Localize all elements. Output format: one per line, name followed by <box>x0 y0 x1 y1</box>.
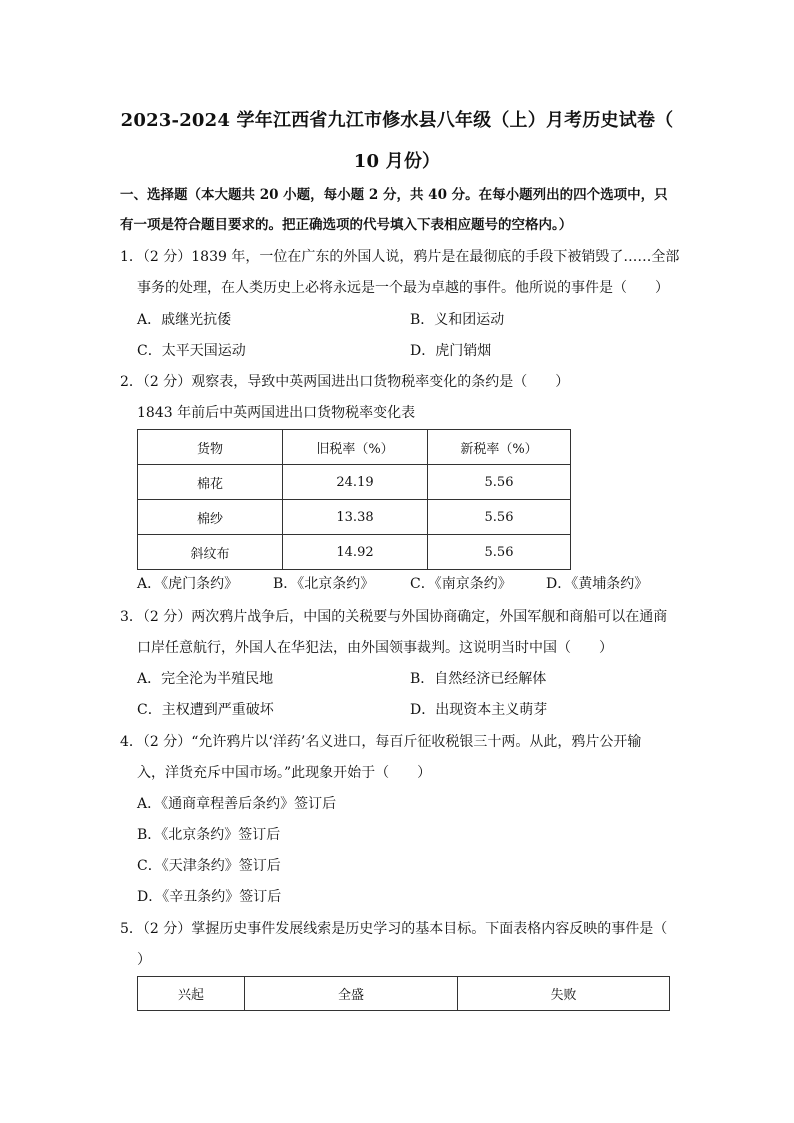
table-header-cell: 失败 <box>458 977 670 1011</box>
q4-option-c[interactable]: C．《天津条约》签订后 <box>137 858 281 874</box>
q2-stem: 2．（2 分）观察表，导致中英两国进出口货物税率变化的条约是（ ） <box>120 374 570 390</box>
q3-option-a[interactable]: A．完全沦为半殖民地 <box>137 671 274 687</box>
table-header-cell: 全盛 <box>245 977 458 1011</box>
q5-event-table <box>137 976 670 1011</box>
q3-option-b[interactable]: B．自然经济已经解体 <box>410 671 547 687</box>
q1-option-c[interactable]: C．太平天国运动 <box>137 343 246 359</box>
q5-stem-line2: ） <box>137 952 151 968</box>
table-header-cell: 旧税率（%） <box>283 430 428 465</box>
table-cell: 5.56 <box>428 500 571 535</box>
q4-option-b[interactable]: B．《北京条约》签订后 <box>137 827 281 843</box>
q3-stem-line2: 口岸任意航行，外国人在华犯法，由外国领事裁判。这说明当时中国（ ） <box>137 640 613 656</box>
exam-title-line1: 2023-2024 学年江西省九江市修水县八年级（上）月考历史试卷（ <box>120 110 674 131</box>
table-row <box>138 465 571 500</box>
section-heading-line2: 有一项是符合题目要求的。把正确选项的代号填入下表相应题号的空格内。） <box>120 217 573 233</box>
q3-stem-line1: 3．（2 分）两次鸦片战争后，中国的关税要与外国协商确定，外国军舰和商船可以在通商 <box>120 609 668 625</box>
table-cell: 棉纱 <box>138 500 283 535</box>
exam-title-line2: 10 月份） <box>353 151 441 172</box>
q4-stem-line2: 入，洋货充斥中国市场。”此现象开始于（ ） <box>137 765 432 781</box>
q1-option-d[interactable]: D．虎门销烟 <box>410 343 492 359</box>
q2-table-caption: 1843 年前后中英两国进出口货物税率变化表 <box>137 405 416 421</box>
q2-option-b[interactable]: B．《北京条约》 <box>273 576 375 592</box>
table-cell: 斜纹布 <box>138 535 283 570</box>
table-row <box>138 535 571 570</box>
table-header-cell: 新税率（%） <box>428 430 571 465</box>
table-header-row <box>138 977 670 1011</box>
q3-option-d[interactable]: D．出现资本主义萌芽 <box>410 702 548 718</box>
q2-tariff-table <box>137 429 571 570</box>
table-header-cell: 兴起 <box>138 977 245 1011</box>
q1-option-a[interactable]: A．戚继光抗倭 <box>137 312 232 328</box>
table-cell: 14.92 <box>283 535 428 570</box>
section-heading-line1: 一、选择题（本大题共 20 小题，每小题 2 分，共 40 分。在每小题列出的四个选项中，只 <box>120 187 668 203</box>
q4-option-a[interactable]: A．《通商章程善后条约》签订后 <box>137 796 337 812</box>
table-header-row <box>138 430 571 465</box>
q1-stem-line2: 事务的处理，在人类历史上必将永远是一个最为卓越的事件。他所说的事件是（ ） <box>137 280 669 296</box>
q1-stem-line1: 1．（2 分）1839 年，一位在广东的外国人说，鸦片是在最彻底的手段下被销毁了……全部 <box>120 249 680 265</box>
q5-stem-line1: 5．（2 分）掌握历史事件发展线索是历史学习的基本目标。下面表格内容反映的事件是（ <box>120 921 668 937</box>
q2-option-c[interactable]: C．《南京条约》 <box>410 576 512 592</box>
table-cell: 13.38 <box>283 500 428 535</box>
q4-option-d[interactable]: D．《辛丑条约》签订后 <box>137 889 282 905</box>
q4-stem-line1: 4．（2 分）“允许鸦片以‘洋药’名义进口，每百斤征收税银三十两。从此，鸦片公开输 <box>120 734 642 750</box>
q2-option-a[interactable]: A．《虎门条约》 <box>137 576 239 592</box>
table-cell: 24.19 <box>283 465 428 500</box>
table-cell: 5.56 <box>428 465 571 500</box>
table-cell: 5.56 <box>428 535 571 570</box>
table-cell: 棉花 <box>138 465 283 500</box>
q3-option-c[interactable]: C．主权遭到严重破坏 <box>137 702 274 718</box>
q1-option-b[interactable]: B．义和团运动 <box>410 312 505 328</box>
table-header-cell: 货物 <box>138 430 283 465</box>
table-row <box>138 500 571 535</box>
q2-option-d[interactable]: D．《黄埔条约》 <box>546 576 649 592</box>
